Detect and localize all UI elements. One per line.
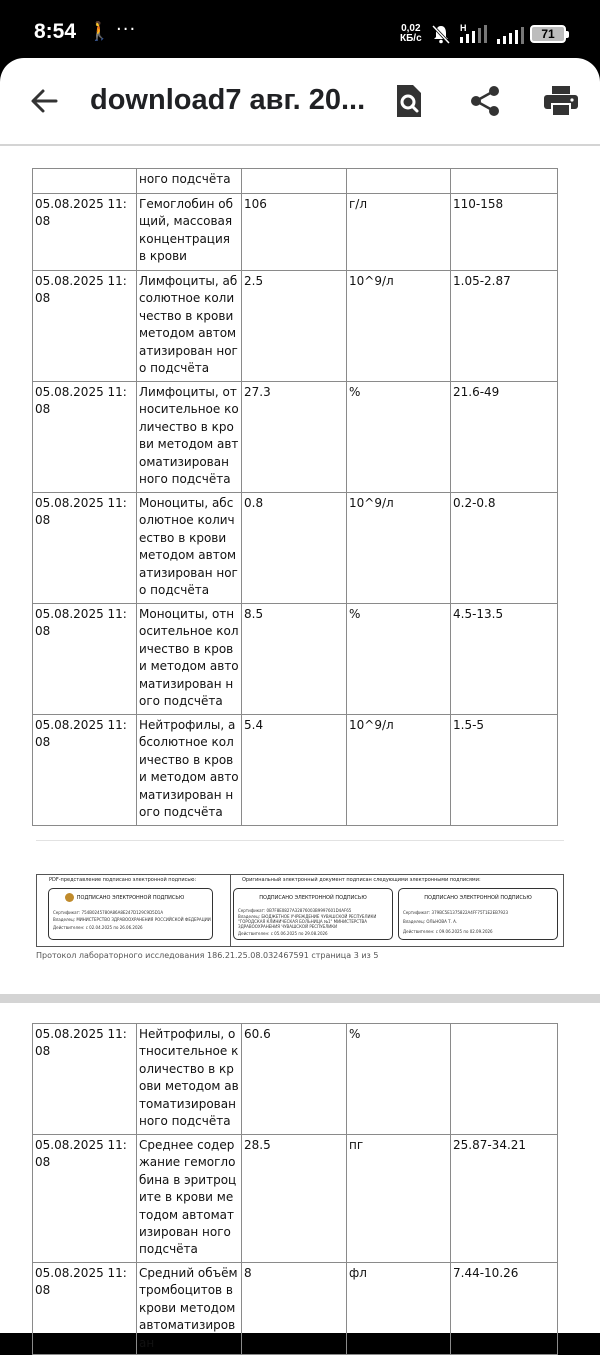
result-date: 05.08.2025 11:08 [33, 715, 137, 826]
signature-card-ministry [48, 888, 213, 940]
signature-owner: Владелец: БЮДЖЕТНОЕ УЧРЕЖДЕНИЕ ЧУВАШСКОЙ РЕСПУБЛИКИ [238, 914, 377, 919]
result-date: 05.08.2025 11:08 [33, 1135, 137, 1263]
share-icon[interactable] [469, 85, 501, 117]
test-name: Лимфоциты, относительное количество в крови методом автоматизирован ного подсчёта [137, 382, 242, 493]
result-unit [347, 169, 451, 194]
reference-range [451, 1024, 558, 1135]
test-name: Среднее содержание гемоглобина в эритроците в крови методом автоматизирован ного подсчёта [137, 1135, 242, 1263]
result-unit: % [347, 1024, 451, 1135]
table-row [33, 493, 558, 604]
reference-range: 1.05-2.87 [451, 271, 558, 382]
reference-range: 25.87-34.21 [451, 1135, 558, 1263]
reference-range: 4.5-13.5 [451, 604, 558, 715]
result-value: 27.3 [242, 382, 347, 493]
signature-card-hospital [233, 888, 393, 940]
pdf-page-3 [0, 146, 600, 994]
lab-results-table-page3 [32, 168, 558, 826]
reference-range: 7.44-10.26 [451, 1263, 558, 1355]
result-date: 05.08.2025 11:08 [33, 271, 137, 382]
test-name: Лимфоциты, абсолютное количество в крови методом автоматизирован ного подсчёта [137, 271, 242, 382]
result-unit: пг [347, 1135, 451, 1263]
result-unit: г/л [347, 194, 451, 271]
result-date [33, 169, 137, 194]
search-document-icon[interactable] [393, 83, 425, 119]
signature-cert: Сертификат: 379BC5E1375822A4FF75T1E2EB7923 [403, 910, 509, 915]
test-name: Средний объём тромбоцитов в крови методом автоматизирован [137, 1263, 242, 1355]
result-date: 05.08.2025 11:08 [33, 382, 137, 493]
reference-range: 1.5-5 [451, 715, 558, 826]
status-time: 8:54 [34, 20, 77, 43]
signal-strength-2-icon [496, 26, 526, 44]
signal-strength-icon [458, 23, 492, 43]
result-value: 28.5 [242, 1135, 347, 1263]
result-date: 05.08.2025 11:08 [33, 1024, 137, 1135]
document-title: download7 авг. 20... [90, 84, 366, 116]
signature-cert: Сертификат: 0B7F8E0827A32876003B9997601D4AF65 [238, 908, 352, 913]
protocol-footer: Протокол лабораторного исследования 186.21.25.08.032467591 страница 3 из 5 [36, 951, 379, 960]
signature-cert: Сертификат: 754B0245780A86A8E247D129C9D5D1A [53, 910, 164, 915]
test-name: Гемоглобин общий, массовая концентрация в крови [137, 194, 242, 271]
result-value [242, 169, 347, 194]
result-unit: % [347, 604, 451, 715]
signature-valid: Действителен: с 09.06.2025 по 02.09.2026 [403, 929, 493, 934]
reference-range [451, 169, 558, 194]
signature-card-heading: ПОДПИСАНО ЭЛЕКТРОННОЙ ПОДПИСЬЮ [424, 895, 532, 901]
table-row [33, 194, 558, 271]
result-value: 2.5 [242, 271, 347, 382]
battery-icon: 71 [530, 25, 566, 43]
pdf-viewer[interactable] [0, 146, 600, 1350]
page-divider-line [36, 840, 564, 841]
table-row [33, 382, 558, 493]
network-type-label: H [460, 23, 467, 33]
result-value: 60.6 [242, 1024, 347, 1135]
network-speed-unit: КБ/с [400, 33, 422, 44]
signature-valid: Действителен: с 02.04.2025 по 26.06.2026 [53, 925, 143, 930]
result-value: 8.5 [242, 604, 347, 715]
test-name: ного подсчёта [137, 169, 242, 194]
signature-valid: Действителен: с 05.06.2025 по 29.08.2026 [238, 931, 328, 936]
result-unit: 10^9/л [347, 715, 451, 826]
reference-range: 21.6-49 [451, 382, 558, 493]
network-speed [400, 24, 422, 44]
signature-card-heading: ПОДПИСАНО ЭЛЕКТРОННОЙ ПОДПИСЬЮ [259, 895, 367, 901]
table-row [33, 1024, 558, 1135]
signature-owner-line3: ЗДРАВООХРАНЕНИЯ ЧУВАШСКОЙ РЕСПУБЛИКИ [238, 924, 338, 929]
result-date: 05.08.2025 11:08 [33, 1263, 137, 1355]
result-value: 0.8 [242, 493, 347, 604]
result-value: 8 [242, 1263, 347, 1355]
signature-owner: Владелец: МИНИСТЕРСТВО ЗДРАВООХРАНЕНИЯ РОССИЙСКОЙ ФЕДЕРАЦИИ [53, 917, 211, 922]
battery-tip [566, 31, 569, 38]
reference-range: 0.2-0.8 [451, 493, 558, 604]
signature-card-doctor [398, 888, 558, 940]
signature-left-heading: PDF-представление подписано электронной подписью: [49, 877, 197, 883]
table-row [33, 1135, 558, 1263]
table-row [33, 271, 558, 382]
page-separator [0, 994, 600, 1003]
result-date: 05.08.2025 11:08 [33, 604, 137, 715]
table-row [33, 1263, 558, 1355]
table-row [33, 715, 558, 826]
result-date: 05.08.2025 11:08 [33, 194, 137, 271]
signature-block [36, 874, 564, 947]
app-bar [0, 58, 600, 146]
pdf-page-4 [0, 1003, 600, 1350]
network-speed-value: 0,02 [401, 23, 421, 34]
signature-owner: Владелец: ОЛЬНОВА Т. А. [403, 919, 458, 924]
signature-right-heading: Оригинальный электронный документ подписан следующими электронными подписями: [242, 877, 481, 883]
signature-divider [230, 875, 231, 946]
lab-results-table-page4 [32, 1023, 558, 1355]
back-arrow-icon[interactable] [28, 85, 60, 117]
signature-card-heading: ПОДПИСАНО ЭЛЕКТРОННОЙ ПОДПИСЬЮ [76, 895, 185, 901]
result-unit: фл [347, 1263, 451, 1355]
table-row [33, 169, 558, 194]
print-icon[interactable] [543, 85, 579, 117]
result-date: 05.08.2025 11:08 [33, 493, 137, 604]
status-bar [0, 0, 600, 66]
reference-range: 110-158 [451, 194, 558, 271]
walk-icon: 🚶 [88, 21, 111, 42]
test-name: Нейтрофилы, абсолютное количество в крови методом автоматизирован ного подсчёта [137, 715, 242, 826]
result-unit: 10^9/л [347, 271, 451, 382]
test-name: Моноциты, абсолютное количество в крови методом автоматизирован ного подсчёта [137, 493, 242, 604]
result-unit: % [347, 382, 451, 493]
signature-owner-line2: "ГОРОДСКАЯ КЛИНИЧЕСКАЯ БОЛЬНИЦА №1" МИНИСТЕРСТВА [238, 919, 367, 924]
mute-bell-icon [432, 24, 450, 44]
test-name: Нейтрофилы, относительное количество в крови методом автоматизирован ного подсчёта [137, 1024, 242, 1135]
result-value: 106 [242, 194, 347, 271]
test-name: Моноциты, относительное количество в крови методом автоматизирован ного подсчёта [137, 604, 242, 715]
more-notifications-icon: ··· [116, 19, 137, 40]
result-value: 5.4 [242, 715, 347, 826]
result-unit: 10^9/л [347, 493, 451, 604]
table-row [33, 604, 558, 715]
